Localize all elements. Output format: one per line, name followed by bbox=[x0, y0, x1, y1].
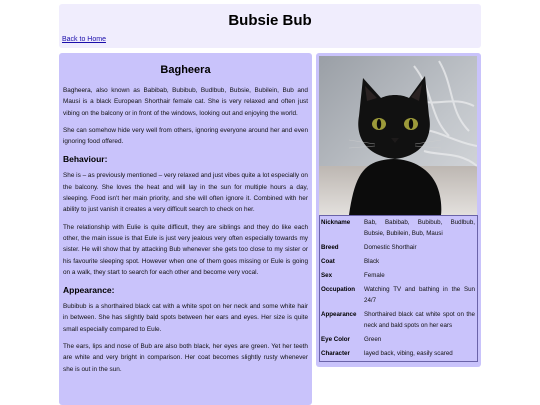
info-value: Watching TV and bathing in the Sun 24/7 bbox=[364, 286, 475, 304]
behaviour-paragraph: She is – as previously mentioned – very relaxed and just vibes quite a lot especially on the balcony. She loves the heat and will lay in the sun for multiple hours a day, sleeping. Food isn't her main priority, and she will often ignore it. Combined with her ability to just vanish it creates a very difficult search to check on her. bbox=[63, 172, 308, 214]
main-content bbox=[59, 53, 312, 405]
info-key: Breed bbox=[321, 244, 339, 251]
intro-paragraph: She can somehow hide very well from others, ignoring everyone around her and even ignoring food offered. bbox=[63, 126, 308, 146]
sidebar-infobox bbox=[316, 53, 481, 367]
info-value: Female bbox=[364, 272, 385, 279]
info-row-appearance bbox=[320, 308, 477, 333]
info-row-sex bbox=[320, 269, 477, 283]
info-value: Shorthaired black cat white spot on the neck and bald spots on her ears bbox=[364, 311, 475, 329]
appearance-paragraph: Bubibub is a shorthaired black cat with a white spot on her neck and some white hair in between. She has slightly bald spots between her ears and eyes. Her size is quite small especially compared to Eule. bbox=[63, 303, 308, 333]
info-key: Sex bbox=[321, 272, 333, 279]
info-key: Nickname bbox=[321, 219, 351, 226]
info-row-breed bbox=[320, 241, 477, 255]
behaviour-heading: Behaviour: bbox=[63, 154, 108, 165]
appearance-paragraph: The ears, lips and nose of Bub are also both black, her eyes are green. Yet her teeth are white and very bright in comparison. Her coat becomes slightly rusty whenever she is out in the sun. bbox=[63, 343, 308, 373]
header bbox=[59, 4, 481, 48]
page-title: Bubsie Bub bbox=[228, 12, 312, 29]
info-key: Coat bbox=[321, 258, 335, 265]
info-value: layed back, vibing, easily scared bbox=[364, 350, 453, 357]
info-value: Black bbox=[364, 258, 380, 265]
info-key: Occupation bbox=[321, 286, 356, 293]
info-row-coat bbox=[320, 255, 477, 269]
black-cat-photo bbox=[319, 56, 477, 215]
info-key: Eye Color bbox=[321, 336, 350, 343]
behaviour-paragraph: The relationship with Eulie is quite difficult, they are siblings and they do like each other, the main issue is that Eule is just very jealous very often especially towards my sister. He will show that by attacking Bub whenever she gets too close to my sister or his favourite sleeping spot. However when one of them goes missing or Eule is going on a walk, they start to search for each other and become very vocal. bbox=[63, 223, 308, 276]
info-key: Character bbox=[321, 350, 350, 357]
info-row-character bbox=[320, 347, 477, 361]
back-to-home-link[interactable]: Back to Home bbox=[62, 36, 106, 43]
info-row-eye-color bbox=[320, 333, 477, 347]
info-key: Appearance bbox=[321, 311, 357, 318]
appearance-heading: Appearance: bbox=[63, 285, 115, 296]
info-value: Green bbox=[364, 336, 382, 343]
info-row-nickname bbox=[320, 216, 477, 241]
info-table bbox=[319, 215, 478, 362]
info-row-occupation bbox=[320, 283, 477, 308]
intro-paragraph: Bagheera, also known as Babibab, Bubibub, Budlbub, Bubsie, Bubilein, Bub and Mausi is a black European Shorthair female cat. She is very relaxed and often just vibing on the balcony or in front of the windows, looking out and enjoying the world. bbox=[63, 87, 308, 117]
info-value: Domestic Shorthair bbox=[364, 244, 417, 251]
cat-name-heading: Bagheera bbox=[160, 64, 211, 76]
info-value: Bab, Babibab, Bubibub, Budlbub, Bubsie, Bubilein, Bub, Mausi bbox=[364, 219, 475, 237]
